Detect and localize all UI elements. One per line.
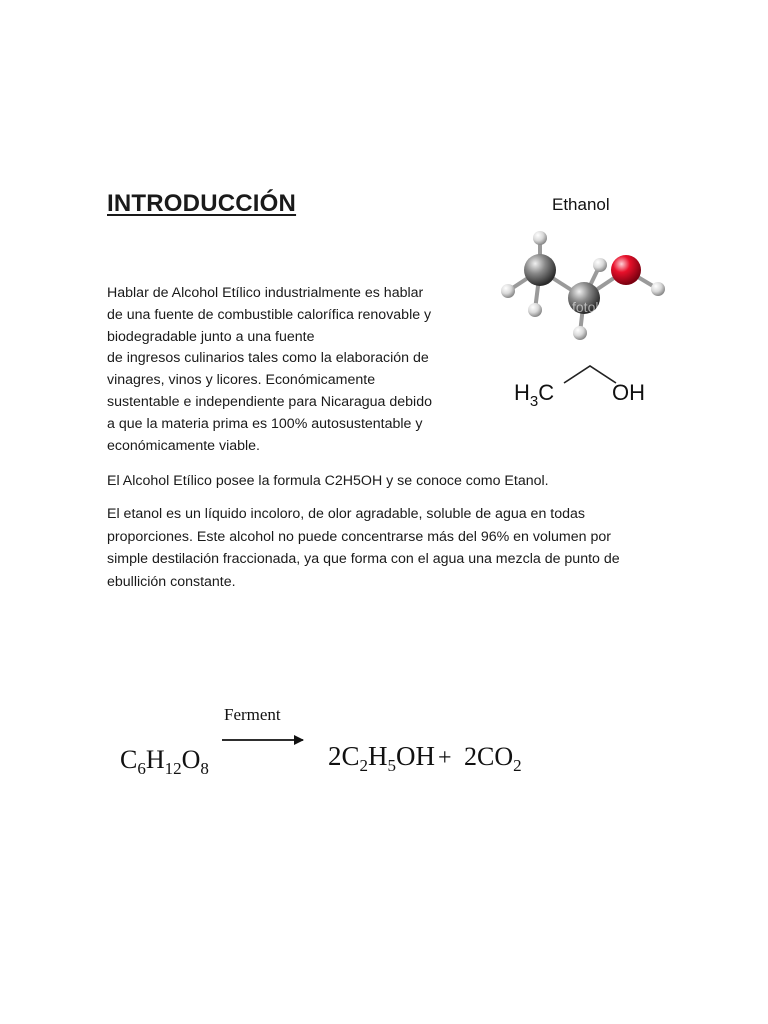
carbon-atom (524, 254, 556, 286)
oxygen-atom (611, 255, 641, 285)
intro-line: Hablar de Alcohol Etílico industrialmente es hablar (107, 285, 424, 301)
properties-line: ebullición constante. (107, 573, 236, 590)
intro-line: sustentable e independiente para Nicaragua debido (107, 393, 432, 410)
properties-line: simple destilación fraccionada, ya que forma con el agua una mezcla de punto de (107, 551, 620, 567)
properties-paragraph (107, 503, 687, 593)
hydrogen-atom (533, 231, 547, 245)
hydrogen-atom (501, 284, 515, 298)
reactant-formula: $C_6H_{12}O_8$ (120, 745, 209, 778)
ethanol-figure-title: Ethanol (552, 195, 610, 214)
fermentation-reaction (118, 700, 538, 790)
intro-paragraph (107, 283, 462, 457)
hydrogen-atom (593, 258, 607, 272)
intro-line: a que la materia prima es 100% autosustentable y (107, 415, 423, 432)
watermark: fotolia (572, 299, 610, 315)
reaction-label: Ferment (224, 705, 281, 724)
page-title: INTRODUCCIÓN (107, 190, 297, 217)
intro-line: de una fuente de combustible calorífica renovable y (107, 306, 432, 323)
formula-paragraph: El Alcohol Etílico posee la formula C2H5OH y se conoce como Etanol. (107, 473, 549, 489)
ethanol-molecule-figure (490, 190, 680, 420)
product-formula-ethanol: $2C_2H_5OH$ (328, 741, 436, 775)
intro-line: económicamente viable. (107, 437, 260, 454)
hydrogen-atom (528, 303, 542, 317)
intro-line: de ingresos culinarios tales como la elaboración de (107, 350, 429, 367)
hydrogen-atom (573, 326, 587, 340)
properties-line: proporciones. Este alcohol no puede concentrarse más del 96% en volumen por (107, 528, 611, 545)
arrow-head (294, 735, 304, 745)
plus-sign: + (438, 745, 452, 771)
intro-line: biodegradable junto a una fuente (107, 328, 315, 345)
product-formula-co2: $2CO_2$ (464, 742, 522, 775)
hydrogen-atom (651, 282, 665, 296)
svg-text:H3C: $H_3C$ (514, 380, 555, 410)
svg-text:OH: OH (612, 380, 645, 405)
properties-line: El etanol es un líquido incoloro, de olor agradable, soluble de agua en todas (107, 506, 585, 522)
skeletal-formula (514, 366, 645, 410)
intro-line: vinagres, vinos y licores. Económicamente (107, 372, 376, 389)
